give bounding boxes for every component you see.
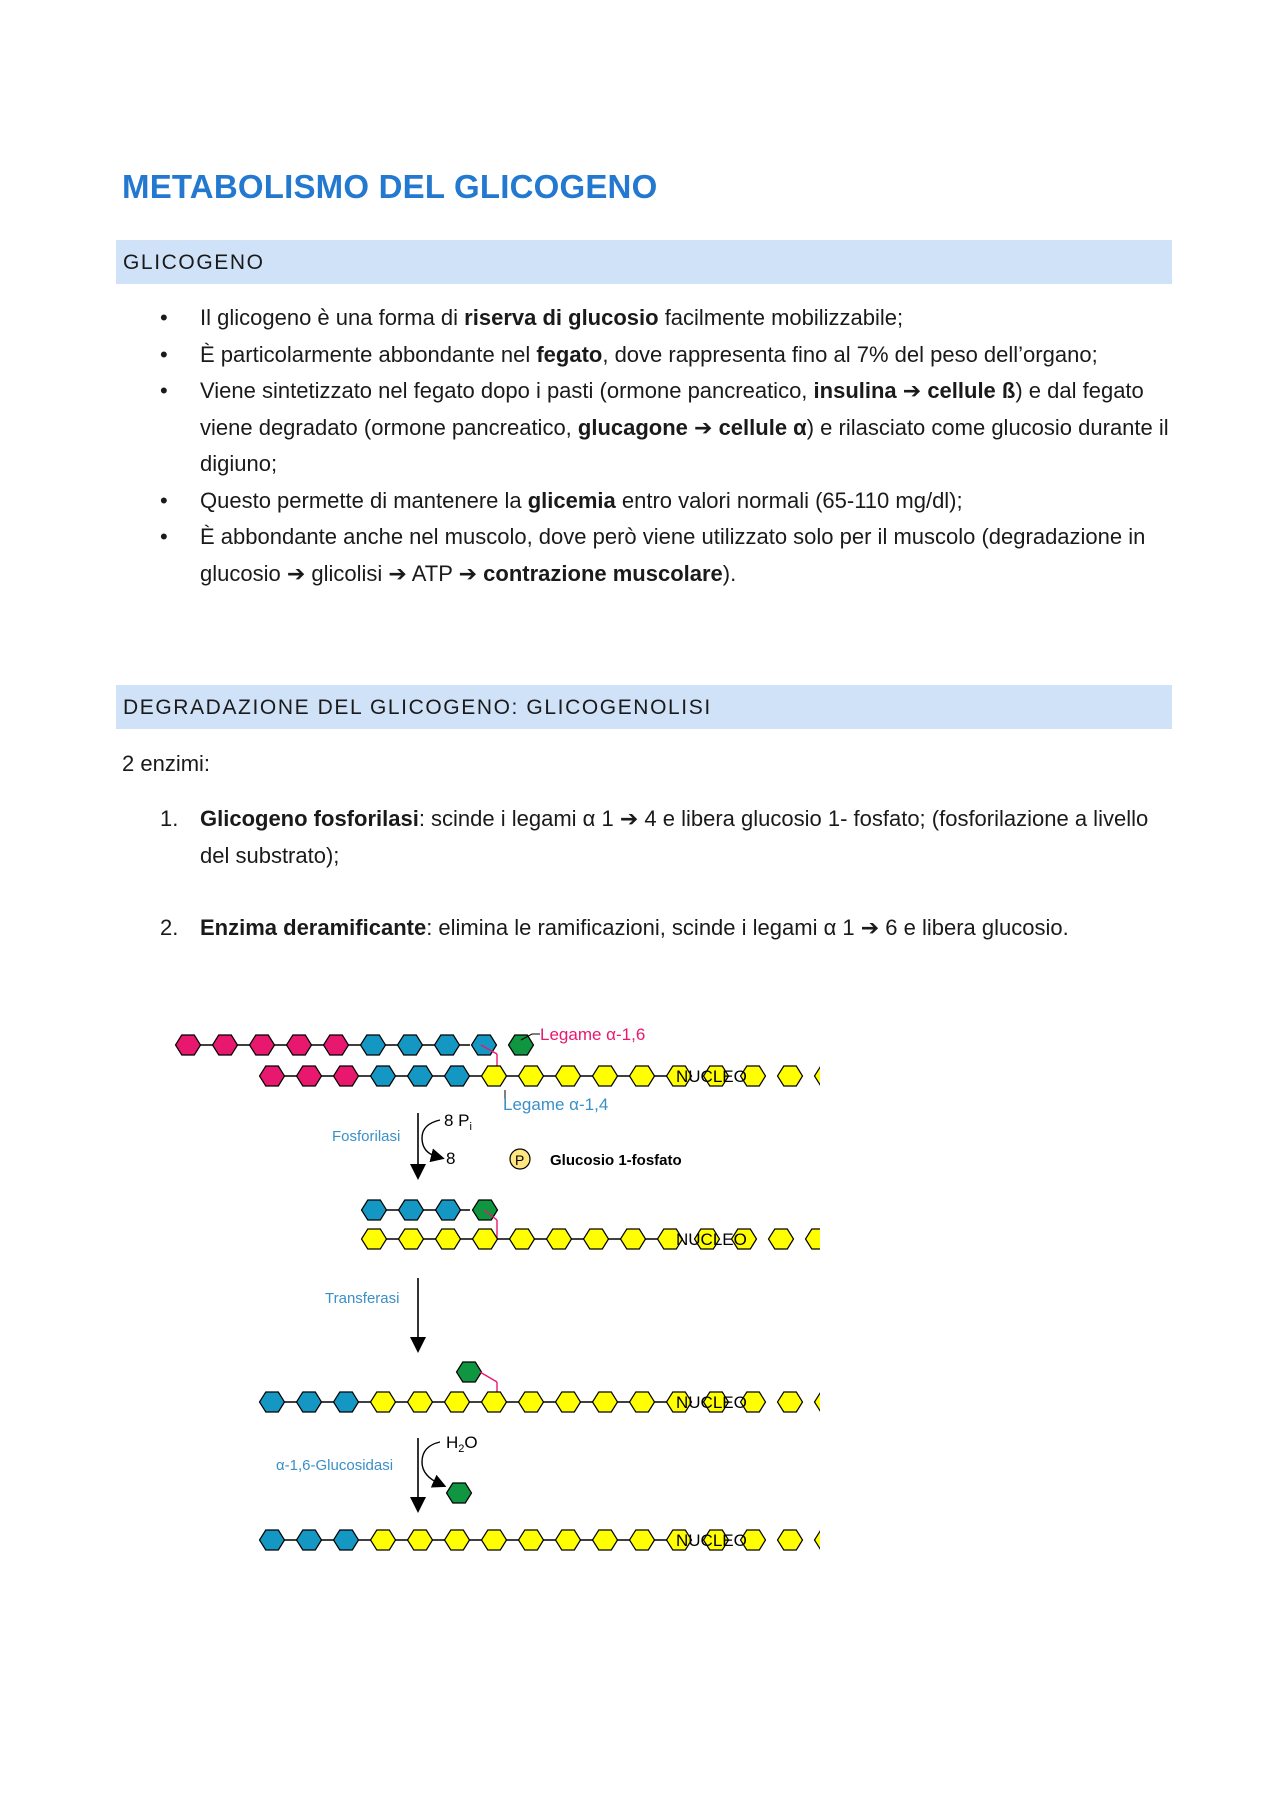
bullet-item — [160, 300, 1170, 337]
enzyme-item — [160, 801, 1170, 874]
bullet-text: È abbondante anche nel muscolo, dove però viene utilizzato solo per il muscolo (degradazione in glucosio ➔ glicolisi ➔ ATP ➔ — [200, 524, 1146, 586]
bullet-item — [160, 519, 1170, 592]
section-heading-glicogeno: GLICOGENO — [116, 240, 1172, 284]
bullet-text: facilmente mobilizzabile; — [658, 305, 904, 330]
glycogenolysis-diagram — [160, 1010, 820, 1570]
nucleo-label: NUCLEO — [676, 1393, 747, 1412]
glucose-unit — [630, 1530, 655, 1550]
glucose-unit — [621, 1229, 646, 1249]
glucose-unit — [519, 1392, 544, 1412]
bullet-text: ). — [722, 560, 737, 586]
transferasi-label: Transferasi — [325, 1290, 400, 1307]
glucose-unit — [362, 1229, 387, 1249]
branch-bond — [480, 1372, 497, 1382]
bold-term: riserva di glucosio — [464, 305, 659, 330]
glucose-unit — [593, 1530, 618, 1550]
glucose-unit — [408, 1392, 433, 1412]
glucose-unit — [297, 1392, 322, 1412]
glucose-unit — [806, 1229, 821, 1249]
bullet-text: È particolarmente abbondante nel — [200, 341, 537, 367]
glucose-unit — [362, 1200, 387, 1220]
bold-term: contrazione muscolare — [483, 560, 723, 586]
glucose-unit — [297, 1066, 322, 1086]
glucose-unit — [584, 1229, 609, 1249]
glucose-unit — [815, 1392, 821, 1412]
glucose-unit — [556, 1066, 581, 1086]
glucose-unit — [399, 1229, 424, 1249]
curved-arrow — [422, 1442, 440, 1484]
glucose-unit — [260, 1530, 285, 1550]
glucose-unit — [260, 1066, 285, 1086]
glucose-unit — [630, 1066, 655, 1086]
glucose-unit — [447, 1483, 472, 1503]
glucose-unit — [457, 1362, 482, 1382]
pi-out-count: 8 — [446, 1149, 456, 1168]
bullet-text: , dove rappresenta fino al 7% del peso dell’organo; — [602, 341, 1098, 367]
enzyme-item — [160, 910, 1170, 947]
bullet-text: Il glicogeno è una forma di — [200, 305, 465, 330]
glucose-unit — [371, 1530, 396, 1550]
glucose-unit — [630, 1392, 655, 1412]
glucosidasi-label: α-1,6-Glucosidasi — [276, 1457, 394, 1474]
phosphate-label: P — [515, 1152, 525, 1168]
enzyme-name: Glicogeno fosforilasi — [200, 806, 419, 831]
glucose-unit — [176, 1035, 201, 1055]
glucose-unit — [334, 1392, 359, 1412]
glucose-unit — [250, 1035, 275, 1055]
enzyme-number: 2. — [160, 915, 179, 940]
bullet-item — [160, 373, 1170, 483]
page-title: METABOLISMO DEL GLICOGENO — [122, 168, 658, 205]
bullet-list — [160, 300, 1170, 592]
bold-term: fegato — [536, 341, 603, 367]
pi-in-label: 8 $P_i$ — [444, 1111, 472, 1133]
bullet-text: Questo permette di mantenere la — [200, 487, 528, 513]
enzyme-name: Enzima deramificante — [200, 915, 427, 940]
glucose-unit — [445, 1530, 470, 1550]
bold-term: insulina ➔ cellule ß — [813, 378, 1016, 403]
glucose-unit — [482, 1392, 507, 1412]
nucleo-label: NUCLEO — [676, 1531, 747, 1550]
glucose-unit — [519, 1066, 544, 1086]
glucose-unit — [436, 1229, 461, 1249]
glucose-unit — [778, 1530, 803, 1550]
glucose-unit — [778, 1066, 803, 1086]
glucose-unit — [473, 1229, 498, 1249]
enzyme-description: : elimina le ramificazioni, scinde i legami α 1 ➔ 6 e libera glucosio. — [426, 915, 1069, 940]
glucose-unit — [815, 1530, 821, 1550]
glucose-unit — [334, 1530, 359, 1550]
glucose-unit — [287, 1035, 312, 1055]
glucose-unit — [769, 1229, 794, 1249]
bullet-text: ) e dal fegato viene degradato (ormone pancreatico, — [200, 378, 1144, 440]
glucose-unit — [593, 1066, 618, 1086]
glucose-unit — [509, 1035, 534, 1055]
glucose-unit — [297, 1530, 322, 1550]
glucose-unit — [510, 1229, 535, 1249]
glucose-unit — [519, 1530, 544, 1550]
glucose-chains — [176, 1035, 821, 1550]
glucose-unit — [371, 1392, 396, 1412]
glucose-unit — [556, 1530, 581, 1550]
glucose-unit — [778, 1392, 803, 1412]
enzyme-description: : scinde i legami α 1 ➔ 4 e libera glucosio 1- fosfato; (fosforilazione a livello del substrato); — [200, 806, 1149, 868]
fosforilasi-label: Fosforilasi — [332, 1128, 401, 1145]
curved-arrow — [422, 1120, 440, 1157]
glucose-unit — [482, 1530, 507, 1550]
glucose-unit — [408, 1066, 433, 1086]
glucose-unit — [371, 1066, 396, 1086]
section-heading-glicogenolisi: DEGRADAZIONE DEL GLICOGENO: GLICOGENOLISI — [116, 685, 1172, 729]
glucose-unit — [361, 1035, 386, 1055]
glucose-unit — [556, 1392, 581, 1412]
glucose-unit — [408, 1530, 433, 1550]
glucose-unit — [399, 1200, 424, 1220]
glucose-unit — [398, 1035, 423, 1055]
bullet-text: entro valori normali (65-110 mg/dl); — [615, 487, 963, 513]
bold-term: glicemia — [527, 487, 616, 513]
glucose-unit — [260, 1392, 285, 1412]
nucleo-label: NUCLEO — [676, 1230, 747, 1249]
enzymes-intro: 2 enzimi: — [122, 751, 211, 776]
glucosio-1-fosfato-label: Glucosio 1-fosfato — [550, 1152, 682, 1169]
bullet-text: Viene sintetizzato nel fegato dopo i pasti (ormone pancreatico, — [200, 378, 814, 403]
enzyme-number: 1. — [160, 806, 179, 831]
bullet-item — [160, 337, 1170, 374]
nucleo-label: NUCLEO — [676, 1067, 747, 1086]
glucose-unit — [815, 1066, 821, 1086]
glucose-unit — [324, 1035, 349, 1055]
h2o-label: $H_2O$ — [446, 1433, 478, 1455]
glucose-unit — [482, 1066, 507, 1086]
glucose-unit — [436, 1200, 461, 1220]
glucose-unit — [334, 1066, 359, 1086]
bullet-text: ) e rilasciato come glucosio durante il digiuno; — [200, 414, 1169, 476]
glucose-unit — [435, 1035, 460, 1055]
label-alpha16: Legame α-1,6 — [540, 1025, 646, 1044]
glucose-unit — [593, 1392, 618, 1412]
glucose-unit — [445, 1066, 470, 1086]
glucose-unit — [213, 1035, 238, 1055]
glucose-unit — [445, 1392, 470, 1412]
glucose-unit — [547, 1229, 572, 1249]
bullet-item — [160, 483, 1170, 520]
label-alpha14: Legame α-1,4 — [503, 1095, 609, 1114]
bold-term: glucagone ➔ cellule α — [577, 414, 807, 440]
